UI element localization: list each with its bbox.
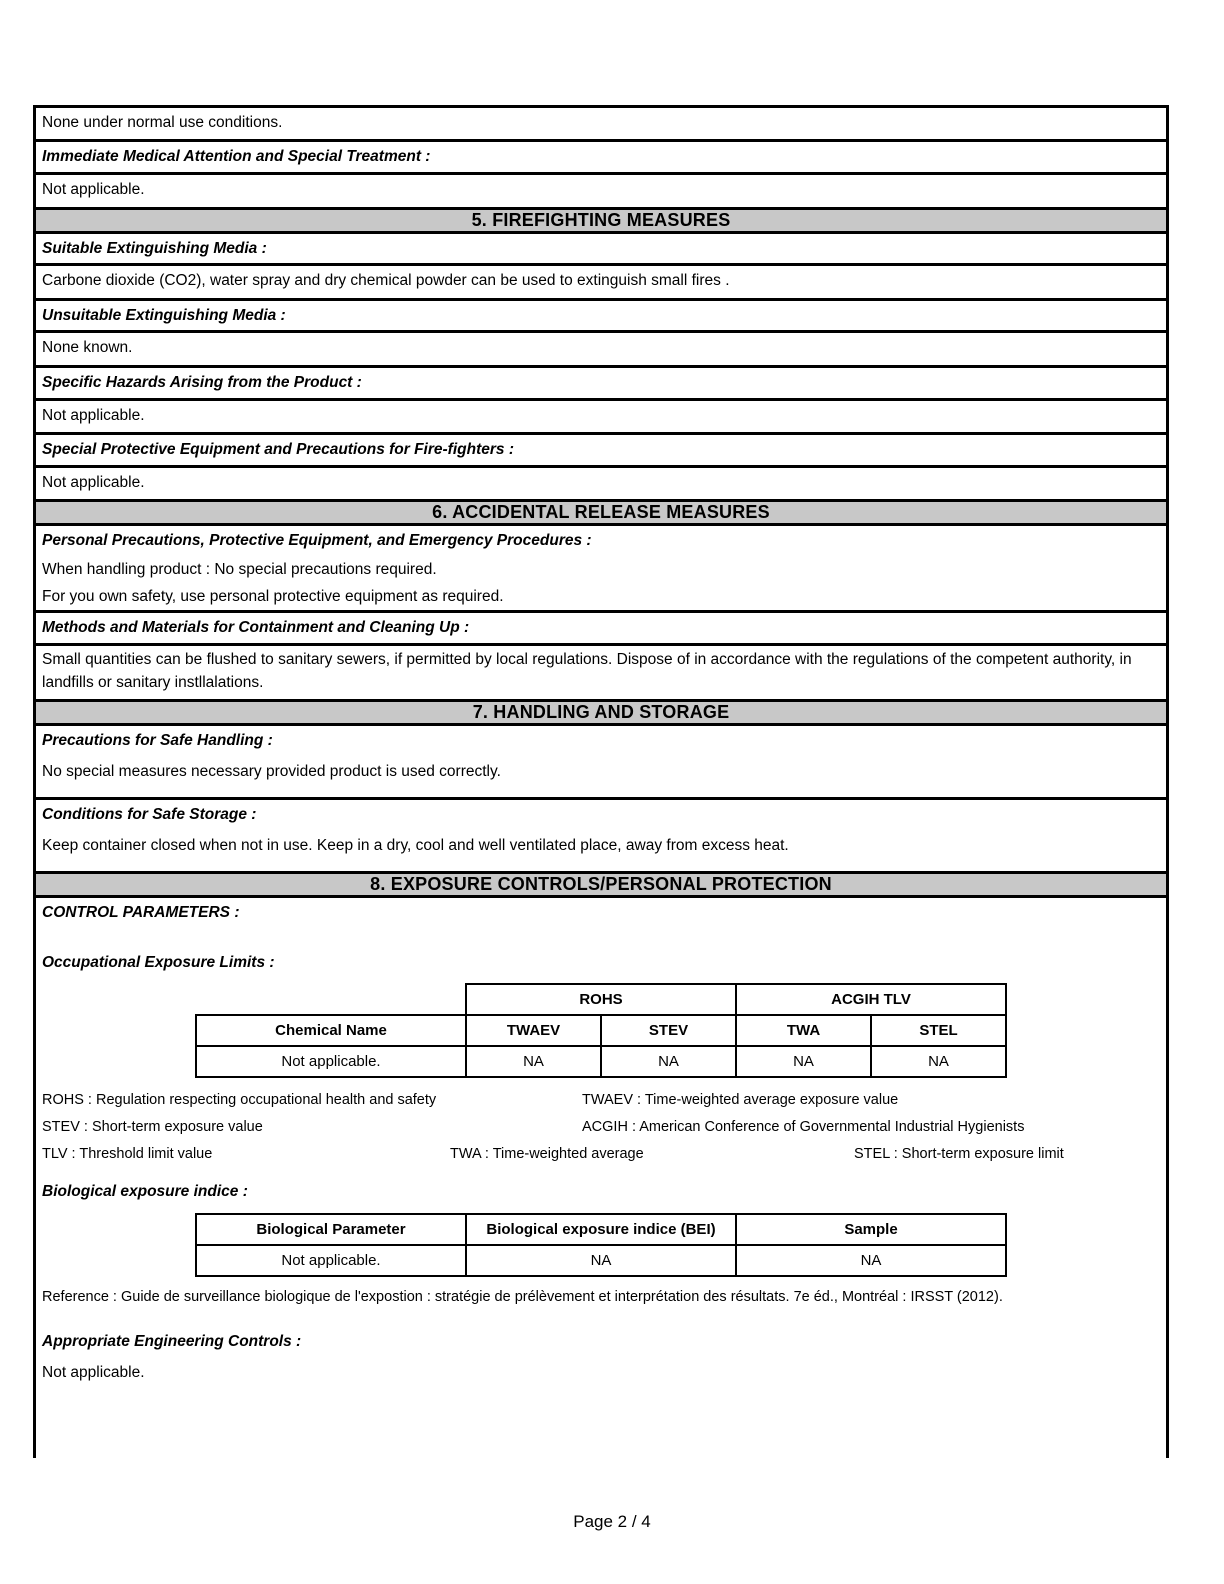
- table-row: [196, 984, 1006, 1015]
- table-row: [196, 1046, 1006, 1077]
- spacer: [36, 928, 1166, 948]
- first-aid-continuation-cell: [35, 107, 1168, 141]
- safe-storage-heading: Conditions for Safe Storage :: [42, 806, 257, 823]
- personal-precautions-line-1: When handling product : No special precautions required.: [42, 560, 437, 578]
- suitable-extinguishing-text: Carbone dioxide (CO2), water spray and dry chemical powder can be used to extinguish small fires .: [42, 272, 730, 290]
- medical-attention-text-cell: [35, 174, 1168, 208]
- biological-exposure-indice-heading: Biological exposure indice :: [42, 1183, 248, 1201]
- oel-group-acgih-tlv: ACGIH TLV: [736, 984, 1006, 1015]
- fire-fighter-equipment-heading-cell: [35, 434, 1168, 467]
- safe-handling-cell: [35, 725, 1168, 799]
- unsuitable-extinguishing-text: None known.: [42, 339, 133, 357]
- specific-hazards-text-cell: [35, 399, 1168, 433]
- table-row: [35, 232, 1168, 265]
- engineering-controls-heading: Appropriate Engineering Controls :: [42, 1333, 302, 1351]
- table-row: [35, 174, 1168, 208]
- safe-handling-text: No special measures necessary provided product is used correctly.: [42, 762, 501, 780]
- personal-precautions-line-2: For you own safety, use personal protective equipment as required.: [42, 588, 504, 606]
- spacer: [36, 787, 1166, 797]
- oel-cell-stev: NA: [601, 1046, 736, 1077]
- containment-methods-text: Small quantities can be flushed to sanitary sewers, if permitted by local regulations. Dispose of in accordance with the regulations of the competent authority, in landfills or sanitary instllalations.: [42, 651, 1132, 691]
- table-row: [35, 332, 1168, 366]
- safe-storage-cell: [35, 799, 1168, 873]
- table-row: [35, 208, 1168, 232]
- containment-methods-heading: Methods and Materials for Containment and Cleaning Up :: [42, 619, 470, 637]
- table-row: [35, 107, 1168, 141]
- table-row: [35, 434, 1168, 467]
- bei-table-wrap: [36, 1207, 1166, 1281]
- table-row: [35, 612, 1168, 645]
- containment-methods-text-cell: [35, 645, 1168, 701]
- medical-attention-heading: Immediate Medical Attention and Special Treatment :: [42, 148, 431, 166]
- biological-exposure-indice-table: [195, 1213, 1007, 1277]
- section-6-title: 6. ACCIDENTAL RELEASE MEASURES: [35, 501, 1168, 525]
- legend-row-1: [42, 1086, 1160, 1113]
- sds-content-table: [33, 105, 1169, 1458]
- fire-fighter-equipment-text: Not applicable.: [42, 473, 145, 491]
- oel-header-twa: TWA: [736, 1015, 871, 1046]
- abbreviations-legend: [36, 1082, 1166, 1167]
- containment-methods-heading-cell: [35, 612, 1168, 645]
- legend-stev: STEV : Short-term exposure value: [42, 1119, 263, 1136]
- legend-rohs: ROHS : Regulation respecting occupational health and safety: [42, 1092, 437, 1109]
- table-row: [35, 525, 1168, 612]
- unsuitable-extinguishing-heading: Unsuitable Extinguishing Media :: [42, 306, 286, 324]
- legend-tlv: TLV : Threshold limit value: [42, 1146, 213, 1163]
- table-row: [35, 872, 1168, 896]
- section-5-title: 5. FIREFIGHTING MEASURES: [35, 208, 1168, 232]
- oel-cell-twaev: NA: [466, 1046, 601, 1077]
- bei-header-parameter: Biological Parameter: [196, 1214, 466, 1245]
- bei-header-indice: Biological exposure indice (BEI): [466, 1214, 736, 1245]
- specific-hazards-heading: Specific Hazards Arising from the Product :: [42, 373, 362, 391]
- table-row: [196, 1015, 1006, 1046]
- legend-twaev: TWAEV : Time-weighted average exposure value: [582, 1092, 899, 1109]
- table-row: [35, 701, 1168, 725]
- oel-header-stev: STEV: [601, 1015, 736, 1046]
- table-row: [35, 466, 1168, 500]
- specific-hazards-text: Not applicable.: [42, 406, 145, 424]
- table-row: [35, 299, 1168, 332]
- bei-cell-sample: NA: [736, 1245, 1006, 1276]
- legend-row-3: [42, 1140, 1160, 1167]
- spacer: [36, 861, 1166, 871]
- oel-cell-chemical-name: Not applicable.: [196, 1046, 466, 1077]
- legend-acgih: ACGIH : American Conference of Governmental Industrial Hygienists: [582, 1119, 1025, 1136]
- oel-cell-twa: NA: [736, 1046, 871, 1077]
- table-row: [35, 265, 1168, 299]
- table-row: [35, 645, 1168, 701]
- oel-group-empty: [196, 984, 466, 1015]
- legend-twa: TWA : Time-weighted average: [450, 1146, 644, 1163]
- unsuitable-extinguishing-text-cell: [35, 332, 1168, 366]
- unsuitable-extinguishing-heading-cell: [35, 299, 1168, 332]
- oel-header-stel: STEL: [871, 1015, 1006, 1046]
- fire-fighter-equipment-text-cell: [35, 466, 1168, 500]
- safe-storage-text: Keep container closed when not in use. Keep in a dry, cool and well ventilated place, away from excess heat.: [42, 836, 789, 854]
- legend-stel: STEL : Short-term exposure limit: [854, 1146, 1064, 1163]
- fire-fighter-equipment-heading: Special Protective Equipment and Precautions for Fire-fighters :: [42, 441, 514, 459]
- table-row: [35, 501, 1168, 525]
- medical-attention-text: Not applicable.: [42, 181, 145, 199]
- suitable-extinguishing-heading-cell: [35, 232, 1168, 265]
- control-parameters-heading: CONTROL PARAMETERS :: [42, 903, 240, 921]
- section-8-title: 8. EXPOSURE CONTROLS/PERSONAL PROTECTION: [35, 872, 1168, 896]
- page-footer: Page 2 / 4: [573, 1512, 651, 1531]
- bei-header-sample: Sample: [736, 1214, 1006, 1245]
- table-row: [35, 896, 1168, 1458]
- section-8-body-cell: [35, 896, 1168, 1458]
- first-aid-continuation-text: None under normal use conditions.: [42, 114, 283, 131]
- personal-precautions-heading-cell: [35, 525, 1168, 612]
- safe-handling-heading: Precautions for Safe Handling :: [42, 732, 273, 750]
- table-row: [196, 1245, 1006, 1276]
- legend-row-2: [42, 1113, 1160, 1140]
- table-row: [35, 799, 1168, 873]
- suitable-extinguishing-heading: Suitable Extinguishing Media :: [42, 239, 267, 257]
- occupational-exposure-limits-table: [195, 983, 1007, 1078]
- suitable-extinguishing-text-cell: [35, 265, 1168, 299]
- table-row: [35, 366, 1168, 399]
- table-row: [196, 1214, 1006, 1245]
- spacer: [36, 1388, 1166, 1458]
- oel-table-wrap: [36, 977, 1166, 1082]
- oel-group-rohs: ROHS: [466, 984, 736, 1015]
- table-row: [35, 725, 1168, 799]
- oel-header-chemical-name: Chemical Name: [196, 1015, 466, 1046]
- spacer: [36, 1307, 1166, 1327]
- engineering-controls-text: Not applicable.: [42, 1363, 145, 1381]
- medical-attention-cell: [35, 141, 1168, 174]
- bei-cell-parameter: Not applicable.: [196, 1245, 466, 1276]
- bei-reference-note: Reference : Guide de surveillance biologique de l'expostion : stratégie de prélèvement et interprétation des résultats. 7e éd., Montréal : IRSST (2012).: [42, 1289, 1003, 1305]
- spacer: [36, 1167, 1166, 1177]
- section-7-title: 7. HANDLING AND STORAGE: [35, 701, 1168, 725]
- occupational-exposure-limits-heading: Occupational Exposure Limits :: [42, 953, 275, 971]
- oel-cell-stel: NA: [871, 1046, 1006, 1077]
- table-row: [35, 141, 1168, 174]
- personal-precautions-heading: Personal Precautions, Protective Equipment, and Emergency Procedures :: [42, 532, 592, 550]
- oel-header-twaev: TWAEV: [466, 1015, 601, 1046]
- table-row: [35, 399, 1168, 433]
- specific-hazards-heading-cell: [35, 366, 1168, 399]
- bei-cell-indice: NA: [466, 1245, 736, 1276]
